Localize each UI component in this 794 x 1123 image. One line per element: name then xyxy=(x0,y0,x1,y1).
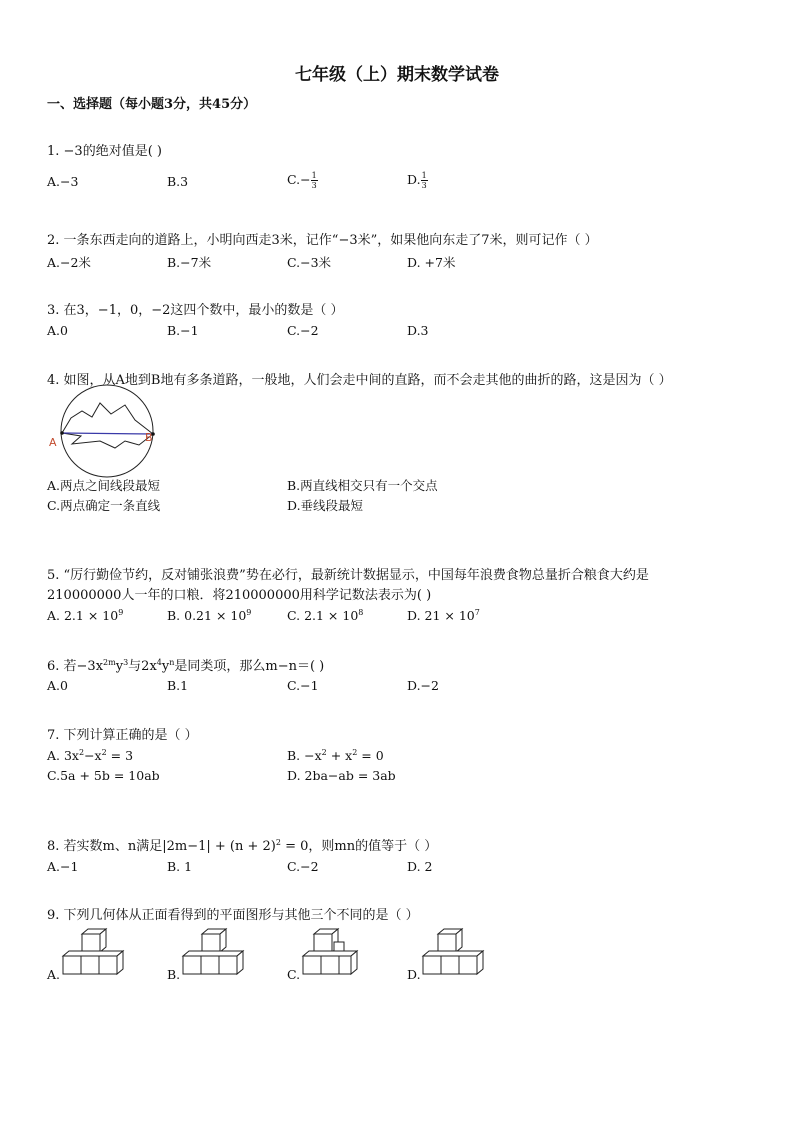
q4-option-b: B.两直线相交只有一个交点 xyxy=(287,478,438,493)
q7-option-a: A. $3x^2-x^2 = 3$ xyxy=(47,748,134,763)
q9-option-a-label: A. xyxy=(47,967,61,982)
q4-option-a: A.两点之间线段最短 xyxy=(47,478,161,493)
q9-figure-b xyxy=(180,928,250,978)
q9-option-b-label: B. xyxy=(167,967,181,982)
q5-option-c: C. $2.1 \times 10^8$ xyxy=(287,608,364,623)
question-3-stem: 3. 在3，−1，0，−2这四个数中，最小的数是（ ） xyxy=(47,303,344,318)
q1-option-d: D. $\frac{1}{3}$ xyxy=(407,171,427,190)
q1-option-b: B.3 xyxy=(167,174,189,189)
q3-option-c: C.−2 xyxy=(287,323,319,338)
upper-zigzag-path xyxy=(62,403,153,434)
q7-option-d: D. 2ba−ab = 3ab xyxy=(287,768,396,783)
q5-option-b: B. $0.21 \times 10^9$ xyxy=(167,608,252,623)
straight-road xyxy=(62,433,153,434)
circle-outline xyxy=(61,385,153,477)
q4-option-c: C.两点确定一条直线 xyxy=(47,498,161,513)
question-7-stem: 7. 下列计算正确的是（ ） xyxy=(47,728,198,743)
q8-option-a: A.−1 xyxy=(47,859,79,874)
section-heading: 一、选择题（每小题3分，共45分） xyxy=(47,97,257,112)
q4-option-d: D.垂线段最短 xyxy=(287,498,364,513)
q9-figure-d xyxy=(420,928,490,978)
q8-option-b: B. 1 xyxy=(167,859,193,874)
label-b: B xyxy=(145,431,153,444)
q1-option-c: C.− $\frac{1}{3}$ xyxy=(287,171,317,190)
q1-option-a: A.−3 xyxy=(47,174,79,189)
q9-option-c-label: C. xyxy=(287,967,301,982)
question-4-stem: 4. 如图，从A地到B地有多条道路，一般地，人们会走中间的直路，而不会走其他的曲折的路，这是因为（ ） xyxy=(47,373,672,388)
question-5-stem-line-2: 210000000人一年的口粮．将210000000用科学记数法表示为( ) xyxy=(47,588,432,603)
q2-option-d: D. +7米 xyxy=(407,255,456,270)
question-8-stem: 8. 若实数m、n满足$|2m-1| + (n + 2)^2 = 0$，则mn的值等于（ ） xyxy=(47,838,438,854)
path-diagram xyxy=(45,392,160,458)
q8-option-c: C.−2 xyxy=(287,859,319,874)
question-9-stem: 9. 下列几何体从正面看得到的平面图形与其他三个不同的是（ ） xyxy=(47,908,419,923)
page-title: 七年级（上）期末数学试卷 xyxy=(295,65,499,85)
q7-option-b: B. $-x^2 + x^2 = 0$ xyxy=(287,748,384,763)
question-2-stem: 2. 一条东西走向的道路上，小明向西走3米，记作“−3米”，如果他向东走了7米，则可记作（ ） xyxy=(47,233,598,248)
q2-option-a: A.−2米 xyxy=(47,255,91,270)
q7-option-c: C.5a + 5b = 10ab xyxy=(47,768,160,783)
q3-option-a: A.0 xyxy=(47,323,68,338)
point-a xyxy=(60,431,64,435)
q6-option-a: A.0 xyxy=(47,678,68,693)
q6-option-b: B.1 xyxy=(167,678,189,693)
q3-option-b: B.−1 xyxy=(167,323,199,338)
q2-option-b: B.−7米 xyxy=(167,255,212,270)
q8-option-d: D. 2 xyxy=(407,859,433,874)
q3-option-d: D.3 xyxy=(407,323,429,338)
q9-option-d-label: D. xyxy=(407,967,421,982)
q6-option-c: C.−1 xyxy=(287,678,319,693)
lower-zigzag-path xyxy=(62,433,153,448)
q9-figure-c xyxy=(300,928,370,978)
q6-option-d: D.−2 xyxy=(407,678,439,693)
question-5-stem-line-1: 5. “厉行勤俭节约，反对铺张浪费”势在必行，最新统计数据显示，中国每年浪费食物总量折合粮食大约是 xyxy=(47,568,649,583)
q5-option-d: D. $21 \times 10^7$ xyxy=(407,608,480,623)
q5-option-a: A. $2.1 \times 10^9$ xyxy=(47,608,124,623)
question-1-stem: 1. −3的绝对值是( ) xyxy=(47,144,162,159)
label-a: A xyxy=(49,436,57,449)
q2-option-c: C.−3米 xyxy=(287,255,332,270)
question-6-stem: 6. 若$-3x^{2m}y^3$与$2x^4y^n$是同类项，那么m−n＝( ) xyxy=(47,658,325,674)
q9-figure-a xyxy=(60,928,130,978)
